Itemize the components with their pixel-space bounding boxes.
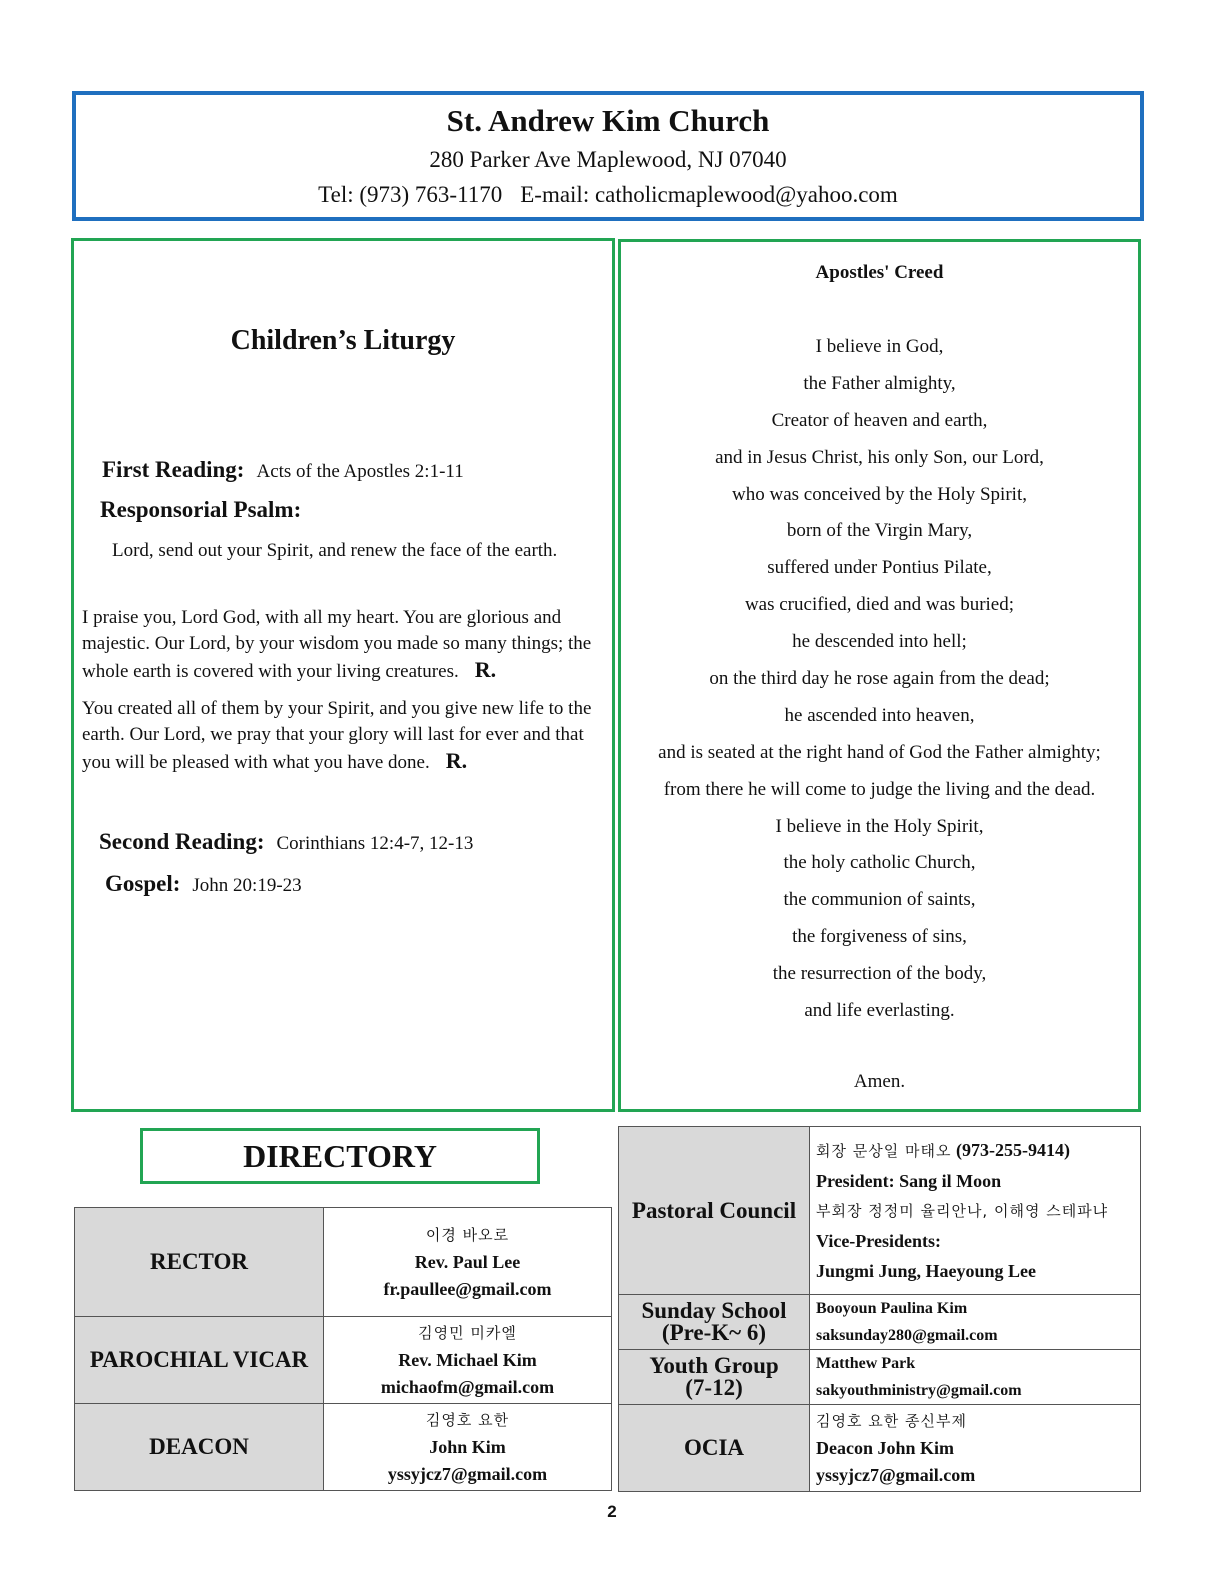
rector-name: Rev. Paul Lee [414, 1251, 521, 1272]
sunday-school-grades: (Pre-K~ 6) [661, 1320, 767, 1345]
page-number: 2 [607, 1502, 617, 1521]
childrens-liturgy-panel [71, 238, 615, 1112]
creed-line: on the third day he rose again from the dead; [709, 668, 1050, 690]
rector-email[interactable]: fr.paullee@gmail.com [383, 1278, 552, 1299]
creed-line: I believe in God, [815, 336, 944, 357]
psalm-refrain: Lord, send out your Spirit, and renew the face of the earth. [112, 540, 558, 561]
church-phone: Tel: (973) 763-1170 [318, 182, 503, 207]
pastoral-president: President: Sang il Moon [816, 1171, 1002, 1191]
vicar-email[interactable]: michaofm@gmail.com [380, 1376, 555, 1397]
first-reading [102, 457, 464, 483]
creed-title: Apostles' Creed [815, 262, 944, 283]
rector-role: RECTOR [75, 1208, 324, 1317]
liturgy-title: Children’s Liturgy [230, 325, 456, 356]
creed-line: the forgiveness of sins, [792, 926, 967, 948]
deacon-email[interactable]: yssyjcz7@gmail.com [387, 1463, 548, 1484]
pastoral-vice-names: Jungmi Jung, Haeyoung Lee [816, 1261, 1037, 1281]
gospel-label: Gospel: [105, 871, 181, 896]
second-reading-text: Corinthians 12:4-7, 12-13 [276, 833, 474, 854]
table-row [75, 1404, 612, 1491]
table-row [619, 1405, 1141, 1492]
creed-line: born of the Virgin Mary, [786, 520, 973, 542]
youth-group-info [810, 1350, 1141, 1405]
creed-lines [621, 334, 1138, 1035]
pastoral-vice-label: Vice-Presidents: [816, 1231, 941, 1251]
psalm-verse-2-text: You created all of them by your Spirit, and you give new life to the earth. Our Lord, we pray that your glory will last for ever and that you will be pleased with what you have done. [82, 698, 592, 773]
pastoral-president-korean-name: 회장 문상일 마태오 [816, 1142, 952, 1160]
vicar-name: Rev. Michael Kim [398, 1349, 537, 1370]
second-reading-label: Second Reading: [99, 829, 265, 854]
psalm-verse-1 [82, 605, 606, 685]
first-reading-text: Acts of the Apostles 2:1-11 [256, 461, 464, 482]
youth-group-grades: (7-12) [685, 1375, 743, 1400]
psalm-verse-2 [82, 696, 606, 776]
table-row [75, 1317, 612, 1404]
ocia-contact: Deacon John Kim [816, 1437, 955, 1458]
pastoral-council-role: Pastoral Council [619, 1127, 810, 1295]
vicar-role: PAROCHIAL VICAR [75, 1317, 324, 1404]
pastoral-council-info [810, 1127, 1141, 1295]
table-row [619, 1295, 1141, 1350]
deacon-korean-name: 김영호 요한 [425, 1410, 510, 1429]
creed-line: and is seated at the right hand of God the Father almighty; [658, 741, 1101, 763]
church-name: St. Andrew Kim Church [446, 103, 770, 138]
table-row [619, 1350, 1141, 1405]
creed-line: Creator of heaven and earth, [771, 409, 988, 431]
creed-line: was crucified, died and was buried; [744, 594, 1015, 616]
church-address: 280 Parker Ave Maplewood, NJ 07040 [429, 147, 787, 172]
response-marker: R. [445, 748, 468, 773]
creed-line: and in Jesus Christ, his only Son, our Lord, [715, 446, 1044, 468]
creed-line: he ascended into heaven, [784, 704, 975, 726]
creed-line: I believe in the Holy Spirit, [775, 815, 984, 837]
psalm-verse-1-text: I praise you, Lord God, with all my heart. You are glorious and majestic. Our Lord, by your wisdom you made so many things; the whole earth is covered with your living creatures. [82, 607, 592, 682]
rector-info [324, 1208, 612, 1317]
creed-line: and life everlasting. [804, 1000, 955, 1022]
directory-title: DIRECTORY [140, 1128, 540, 1184]
church-contact [76, 182, 1140, 208]
sunday-school-contact: Booyoun Paulina Kim [816, 1300, 968, 1317]
deacon-role: DEACON [75, 1404, 324, 1491]
sunday-school-info [810, 1295, 1141, 1350]
table-row [619, 1127, 1141, 1295]
creed-line: the resurrection of the body, [772, 963, 987, 985]
second-reading [99, 829, 473, 855]
pastoral-president-korean [816, 1135, 1140, 1166]
creed-line: the holy catholic Church, [783, 852, 976, 874]
creed-amen: Amen. [853, 1071, 906, 1092]
sunday-school-title: Sunday School [641, 1298, 787, 1323]
pastoral-phone: (973-255-9414) [955, 1140, 1070, 1160]
youth-group-role [619, 1350, 810, 1405]
sunday-school-role [619, 1295, 810, 1350]
deacon-info [324, 1404, 612, 1491]
ministry-directory-table [618, 1126, 1141, 1492]
first-reading-label: First Reading: [102, 457, 245, 482]
vicar-korean-name: 김영민 미카엘 [418, 1323, 517, 1342]
youth-group-contact: Matthew Park [816, 1355, 916, 1372]
ocia-role: OCIA [619, 1405, 810, 1492]
creed-line: from there he will come to judge the living and the dead. [663, 778, 1096, 800]
deacon-name: John Kim [429, 1436, 506, 1457]
pastoral-vice-korean: 부회장 정정미 율리안나, 이해영 스테파냐 [816, 1202, 1109, 1220]
rector-korean-name: 이경 바오로 [425, 1225, 510, 1244]
psalm-label: Responsorial Psalm: [100, 497, 302, 522]
clergy-directory-table [74, 1207, 612, 1491]
ocia-korean-name: 김영호 요한 종신부제 [816, 1411, 967, 1430]
sunday-school-email[interactable]: saksunday280@gmail.com [816, 1327, 998, 1344]
vicar-info [324, 1317, 612, 1404]
gospel [105, 871, 302, 897]
creed-line: he descended into hell; [792, 631, 967, 653]
ocia-info [810, 1405, 1141, 1492]
youth-group-email[interactable]: sakyouthministry@gmail.com [816, 1382, 1022, 1399]
apostles-creed-panel [618, 239, 1141, 1112]
youth-group-title: Youth Group [649, 1353, 779, 1378]
creed-line: who was conceived by the Holy Spirit, [732, 483, 1027, 505]
response-marker: R. [474, 657, 497, 682]
ocia-email[interactable]: yssyjcz7@gmail.com [816, 1464, 976, 1485]
creed-line: the Father almighty, [803, 372, 956, 394]
church-email[interactable]: E-mail: catholicmaplewood@yahoo.com [520, 182, 898, 207]
table-row [75, 1208, 612, 1317]
creed-line: the communion of saints, [783, 889, 976, 911]
church-header [72, 91, 1144, 221]
creed-line: suffered under Pontius Pilate, [767, 557, 992, 579]
gospel-text: John 20:19-23 [192, 875, 302, 896]
